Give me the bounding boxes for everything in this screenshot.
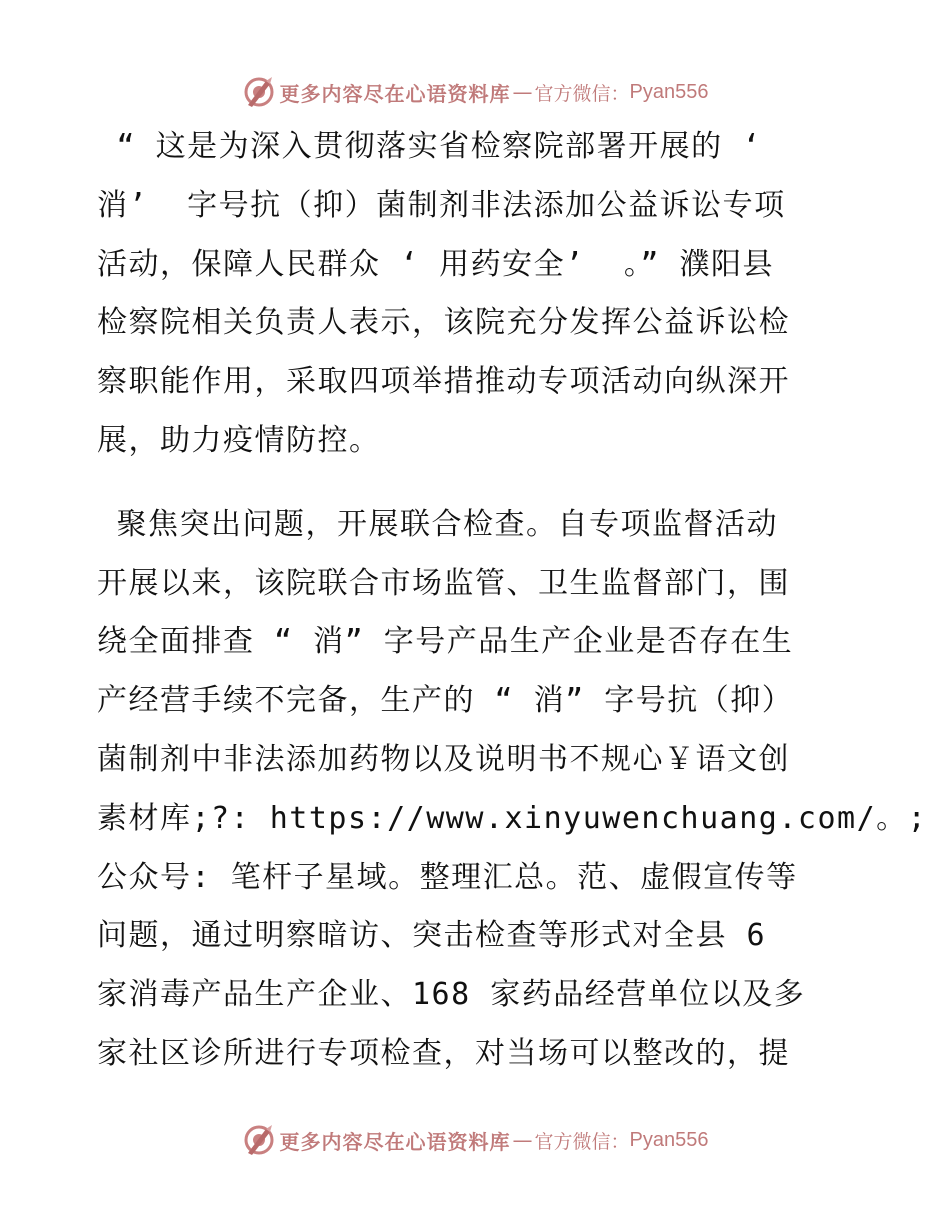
- text-line: 察职能作用，采取四项举措推动专项活动向纵深开: [97, 364, 790, 400]
- text-line: 开展以来，该院联合市场监管、卫生监督部门，围: [97, 565, 790, 601]
- header-watermark: [0, 72, 950, 112]
- footer-watermark: [0, 1120, 950, 1160]
- paragraph-2: [97, 496, 928, 1084]
- text-line: “ 这是为深入贯彻落实省检察院部署开展的 ‘: [97, 129, 762, 164]
- text-line: 聚焦突出问题，开展联合检查。自专项监督活动: [97, 506, 779, 542]
- text-line: 素材库;?: https://www.xinyuwenchuang.com/。;: [97, 800, 928, 836]
- text-line: 检察院相关负责人表示，该院充分发挥公益诉讼检: [97, 305, 790, 341]
- header-dash: —: [512, 80, 533, 104]
- paragraph-1: [97, 118, 857, 471]
- text-line: 问题，通过明察暗访、突击检查等形式对全县 6: [97, 918, 767, 954]
- text-line: 家消毒产品生产企业、168 家药品经营单位以及多: [97, 977, 806, 1013]
- footer-dash: —: [512, 1128, 533, 1152]
- header-wechat-account: Pyan556: [629, 80, 709, 103]
- footer-slogan: 更多内容尽在心语资料库: [279, 1129, 511, 1154]
- quill-logo-icon: [242, 1123, 276, 1157]
- header-slogan: 更多内容尽在心语资料库: [279, 81, 511, 106]
- text-line: 公众号: 笔杆子星域。整理汇总。范、虚假宣传等: [97, 859, 798, 895]
- text-line: 菌制剂中非法添加药物以及说明书不规心￥语文创: [97, 741, 790, 777]
- text-line: 消’ 字号抗（抑）菌制剂非法添加公益诉讼专项: [97, 187, 786, 223]
- text-line: 活动，保障人民群众 ‘ 用药安全’ 。” 濮阳县: [97, 246, 774, 282]
- header-wechat-label: 官方微信：: [534, 82, 630, 105]
- footer-wechat-account: Pyan556: [629, 1128, 709, 1151]
- footer-wechat-label: 官方微信：: [534, 1130, 630, 1153]
- text-line: 家社区诊所进行专项检查，对当场可以整改的，提: [97, 1035, 790, 1071]
- document-body: [97, 118, 928, 1084]
- text-line: 展，助力疫情防控。: [97, 422, 381, 458]
- text-line: 产经营手续不完备，生产的 “ 消” 字号抗（抑）: [97, 683, 794, 719]
- text-line: 绕全面排查 “ 消” 字号产品生产企业是否存在生: [97, 624, 794, 660]
- quill-logo-icon: [242, 75, 276, 109]
